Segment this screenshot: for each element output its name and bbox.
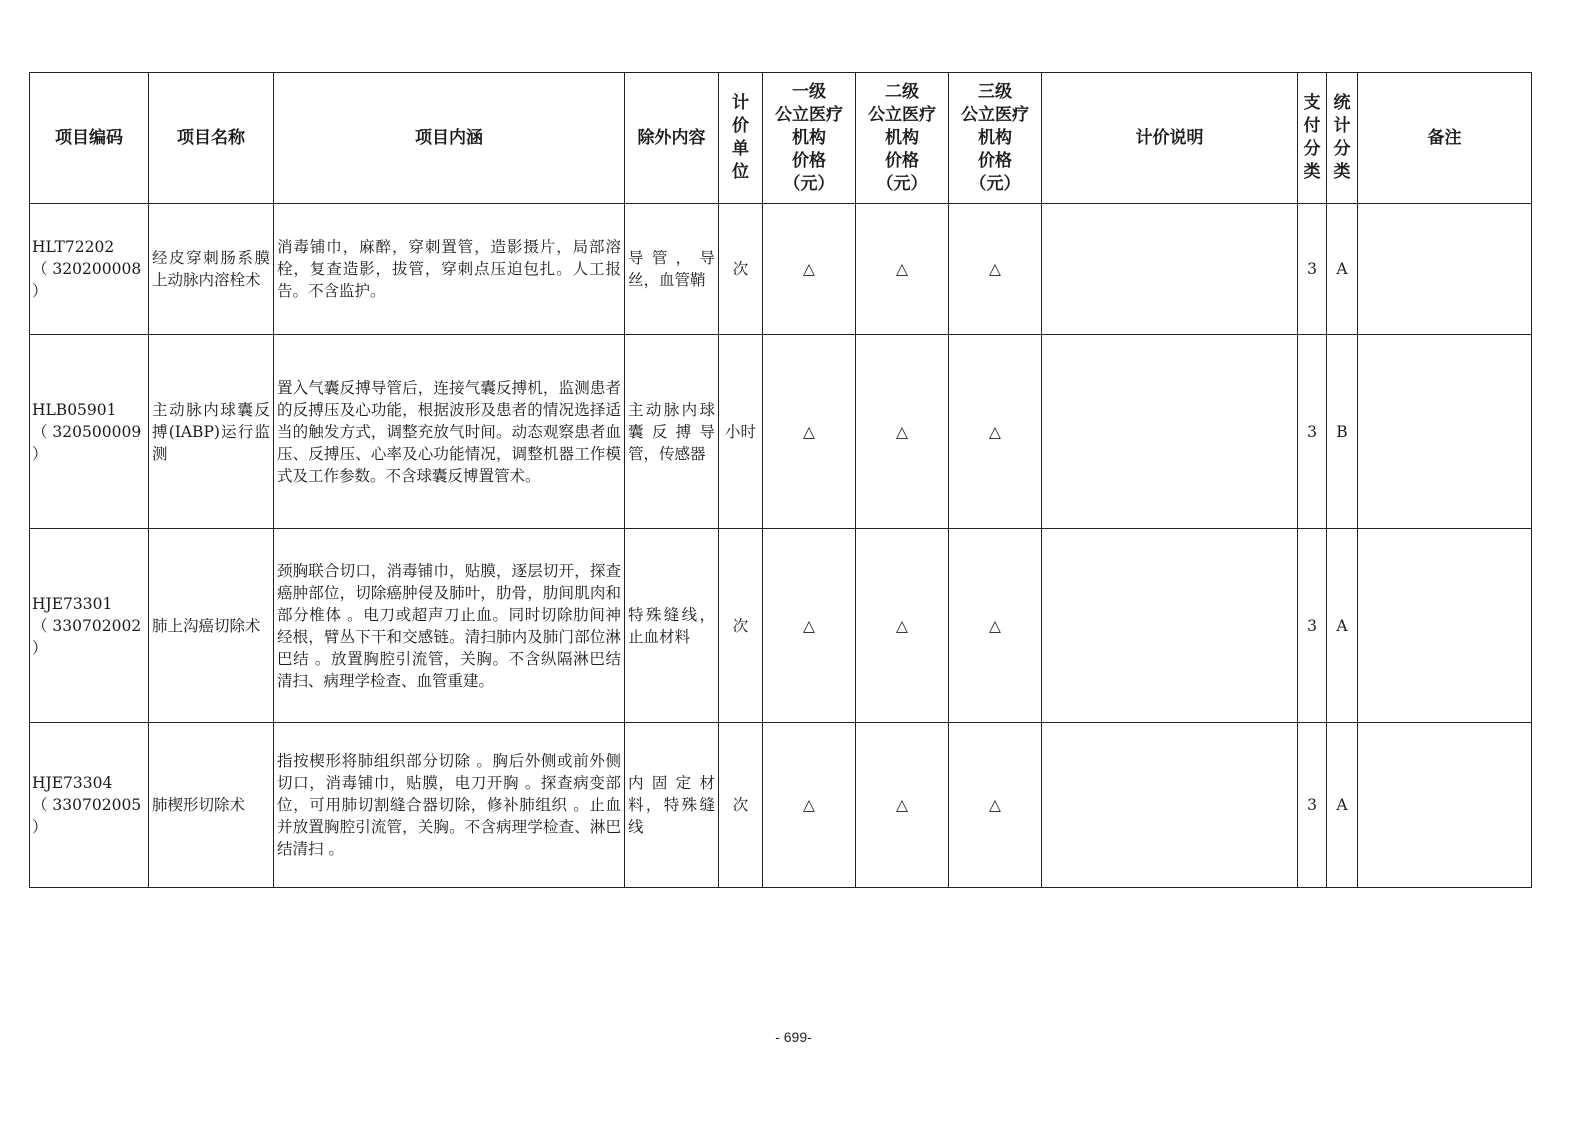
item-pricing-notes — [1042, 723, 1298, 888]
item-remarks — [1358, 335, 1532, 529]
header-pricing-notes: 计价说明 — [1042, 73, 1298, 204]
item-name: 肺上沟癌切除术 — [149, 529, 274, 723]
header-remarks: 备注 — [1358, 73, 1532, 204]
item-code: HLT72202 （ 320200008 ） — [30, 204, 149, 335]
item-payment-category: 3 — [1298, 529, 1327, 723]
item-pricing-notes — [1042, 529, 1298, 723]
item-payment-category: 3 — [1298, 335, 1327, 529]
table-row — [30, 204, 1532, 335]
item-remarks — [1358, 529, 1532, 723]
item-excluded: 内固定材料，特殊缝线 — [625, 723, 719, 888]
pricing-table — [29, 72, 1532, 888]
header-content: 项目内涵 — [274, 73, 625, 204]
header-name: 项目名称 — [149, 73, 274, 204]
item-excluded: 主动脉内球囊反搏导管，传感器 — [625, 335, 719, 529]
item-excluded: 导管，导丝，血管鞘 — [625, 204, 719, 335]
item-unit: 次 — [719, 723, 763, 888]
item-price-level1: △ — [763, 204, 856, 335]
item-payment-category: 3 — [1298, 723, 1327, 888]
item-price-level1: △ — [763, 529, 856, 723]
item-price-level3: △ — [949, 723, 1042, 888]
item-price-level2: △ — [856, 204, 949, 335]
item-unit: 次 — [719, 529, 763, 723]
item-pricing-notes — [1042, 204, 1298, 335]
item-pricing-notes — [1042, 335, 1298, 529]
item-unit: 次 — [719, 204, 763, 335]
item-price-level3: △ — [949, 204, 1042, 335]
table-row — [30, 335, 1532, 529]
item-price-level3: △ — [949, 335, 1042, 529]
header-price-level3: 三级 公立医疗 机构 价格 （元） — [949, 73, 1042, 204]
header-stat-category: 统 计 分 类 — [1327, 73, 1358, 204]
item-stat-category: B — [1327, 335, 1358, 529]
header-excluded: 除外内容 — [625, 73, 719, 204]
item-code: HJE73304 （ 330702005 ） — [30, 723, 149, 888]
header-price-level1: 一级 公立医疗 机构 价格 （元） — [763, 73, 856, 204]
item-remarks — [1358, 204, 1532, 335]
item-price-level1: △ — [763, 335, 856, 529]
header-row — [30, 73, 1532, 204]
item-code: HLB05901 （ 320500009 ） — [30, 335, 149, 529]
item-code: HJE73301 （ 330702002 ） — [30, 529, 149, 723]
table-row — [30, 723, 1532, 888]
item-price-level2: △ — [856, 335, 949, 529]
item-content: 颈胸联合切口，消毒铺巾，贴膜，逐层切开，探查癌肿部位，切除癌肿侵及肺叶，肋骨，肋间肌肉和部分椎体 。电刀或超声刀止血。同时切除肋间神经根，臂丛下干和交感链。清扫肺内及肺门部位淋巴结 。放置胸腔引流管，关胸。不含纵隔淋巴结清扫、病理学检查、血管重建。 — [274, 529, 625, 723]
header-unit: 计 价 单 位 — [719, 73, 763, 204]
item-content: 消毒铺巾，麻醉，穿刺置管，造影摄片，局部溶栓，复查造影，拔管，穿刺点压迫包扎。人工报告。不含监护。 — [274, 204, 625, 335]
table-row — [30, 529, 1532, 723]
item-content: 指按楔形将肺组织部分切除 。胸后外侧或前外侧切口，消毒铺巾，贴膜，电刀开胸 。探查病变部位，可用肺切割缝合器切除，修补肺组织 。止血并放置胸腔引流管，关胸。不含病理学检查、淋巴结清扫 。 — [274, 723, 625, 888]
item-price-level1: △ — [763, 723, 856, 888]
item-content: 置入气囊反搏导管后，连接气囊反搏机，监测患者的反搏压及心功能，根据波形及患者的情况选择适当的触发方式，调整充放气时间。动态观察患者血压、反搏压、心率及心功能情况，调整机器工作模式及工作参数。不含球囊反博置管术。 — [274, 335, 625, 529]
item-price-level2: △ — [856, 529, 949, 723]
item-name: 肺楔形切除术 — [149, 723, 274, 888]
header-code: 项目编码 — [30, 73, 149, 204]
item-stat-category: A — [1327, 529, 1358, 723]
page-number: - 699- — [775, 1029, 812, 1045]
item-name: 经皮穿刺肠系膜上动脉内溶栓术 — [149, 204, 274, 335]
header-price-level2: 二级 公立医疗 机构 价格 （元） — [856, 73, 949, 204]
item-excluded: 特殊缝线，止血材料 — [625, 529, 719, 723]
item-name: 主动脉内球囊反搏(IABP)运行监测 — [149, 335, 274, 529]
item-remarks — [1358, 723, 1532, 888]
item-stat-category: A — [1327, 723, 1358, 888]
item-price-level2: △ — [856, 723, 949, 888]
item-stat-category: A — [1327, 204, 1358, 335]
item-unit: 小时 — [719, 335, 763, 529]
item-payment-category: 3 — [1298, 204, 1327, 335]
header-payment-category: 支 付 分 类 — [1298, 73, 1327, 204]
item-price-level3: △ — [949, 529, 1042, 723]
